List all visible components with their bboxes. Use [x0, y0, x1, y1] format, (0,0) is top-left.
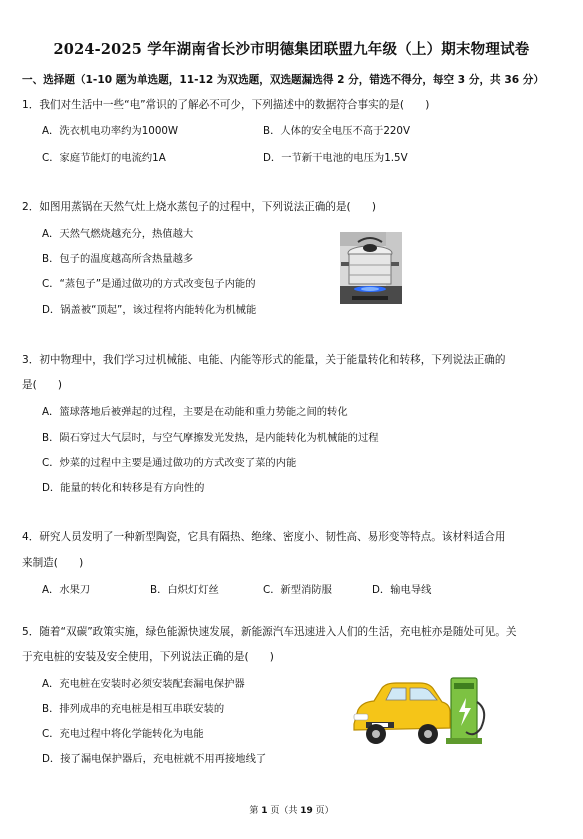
q3-option-b: B．陨石穿过大气层时，与空气摩擦发光发热，是内能转化为机械能的过程 [42, 432, 379, 444]
q5-option-d: D．接了漏电保护器后，充电桩就不用再接地线了 [42, 753, 267, 765]
section-heading: 一、选择题（1-10 题为单选题，11-12 为双选题，双选题漏选得 2 分，错选不得分，每空 3 分，共 36 分） [22, 74, 544, 86]
q4-option-d: D．输电导线 [372, 584, 432, 596]
q3-option-a: A．篮球落地后被弹起的过程，主要是在动能和重力势能之间的转化 [42, 406, 348, 418]
q2-option-c: C．“蒸包子”是通过做功的方式改变包子内能的 [42, 278, 256, 290]
q2-option-d: D．锅盖被“顶起”，该过程将内能转化为机械能 [42, 304, 257, 316]
q5-option-c: C．充电过程中将化学能转化为电能 [42, 728, 204, 740]
question-4-stem-line-1: 4．研究人员发明了一种新型陶瓷，它具有隔热、绝缘、密度小、韧性高、易形变等特点。该材料适合用 [22, 531, 506, 543]
ev-charging-figure [348, 672, 490, 754]
q5-option-a: A．充电桩在安装时必须安装配套漏电保护器 [42, 678, 245, 690]
question-3-stem-line-1: 3．初中物理中，我们学习过机械能、电能、内能等形式的能量，关于能量转化和转移，下列说法正确的 [22, 354, 506, 366]
q1-option-d: D．一节新干电池的电压为1.5V [263, 152, 408, 164]
question-2-stem: 2．如图用蒸锅在天然气灶上烧水蒸包子的过程中，下列说法正确的是( ) [22, 201, 377, 213]
q2-option-a: A．天然气燃烧越充分，热值越大 [42, 228, 194, 240]
page-footer: 第 1 页（共 19 页） [249, 806, 334, 816]
question-1-stem: 1．我们对生活中一些“电”常识的了解必不可少，下列描述中的数据符合事实的是( ) [22, 99, 430, 111]
question-5-stem-line-2: 于充电桩的安装及安全使用，下列说法正确的是( ) [22, 651, 274, 663]
question-3-stem-line-2: 是( ) [22, 379, 63, 391]
question-5-stem-line-1: 5．随着“双碳”政策实施，绿色能源快速发展，新能源汽车迅速进入人们的生活，充电桩亦是随处可见。关 [22, 626, 517, 638]
q2-option-b: B．包子的温度越高所含热量越多 [42, 253, 194, 265]
current-page-number: 1 [261, 806, 268, 816]
total-page-count: 19 [300, 806, 313, 816]
q5-option-b: B．排列成串的充电桩是相互串联安装的 [42, 703, 225, 715]
q3-option-c: C．炒菜的过程中主要是通过做功的方式改变了菜的内能 [42, 457, 297, 469]
q4-option-a: A．水果刀 [42, 584, 91, 596]
steamer-pot-figure [340, 232, 402, 304]
q4-option-b: B．白炽灯灯丝 [150, 584, 219, 596]
q4-option-c: C．新型消防服 [263, 584, 332, 596]
q3-option-d: D．能量的转化和转移是有方向性的 [42, 482, 205, 494]
page-title: 2024-2025 学年湖南省长沙市明德集团联盟九年级（上）期末物理试卷 [53, 41, 530, 58]
question-4-stem-line-2: 来制造( ) [22, 557, 84, 569]
q1-option-c: C．家庭节能灯的电流约1A [42, 152, 166, 164]
q1-option-b: B．人体的安全电压不高于220V [263, 125, 411, 137]
q1-option-a: A．洗衣机电功率约为1000W [42, 125, 179, 137]
